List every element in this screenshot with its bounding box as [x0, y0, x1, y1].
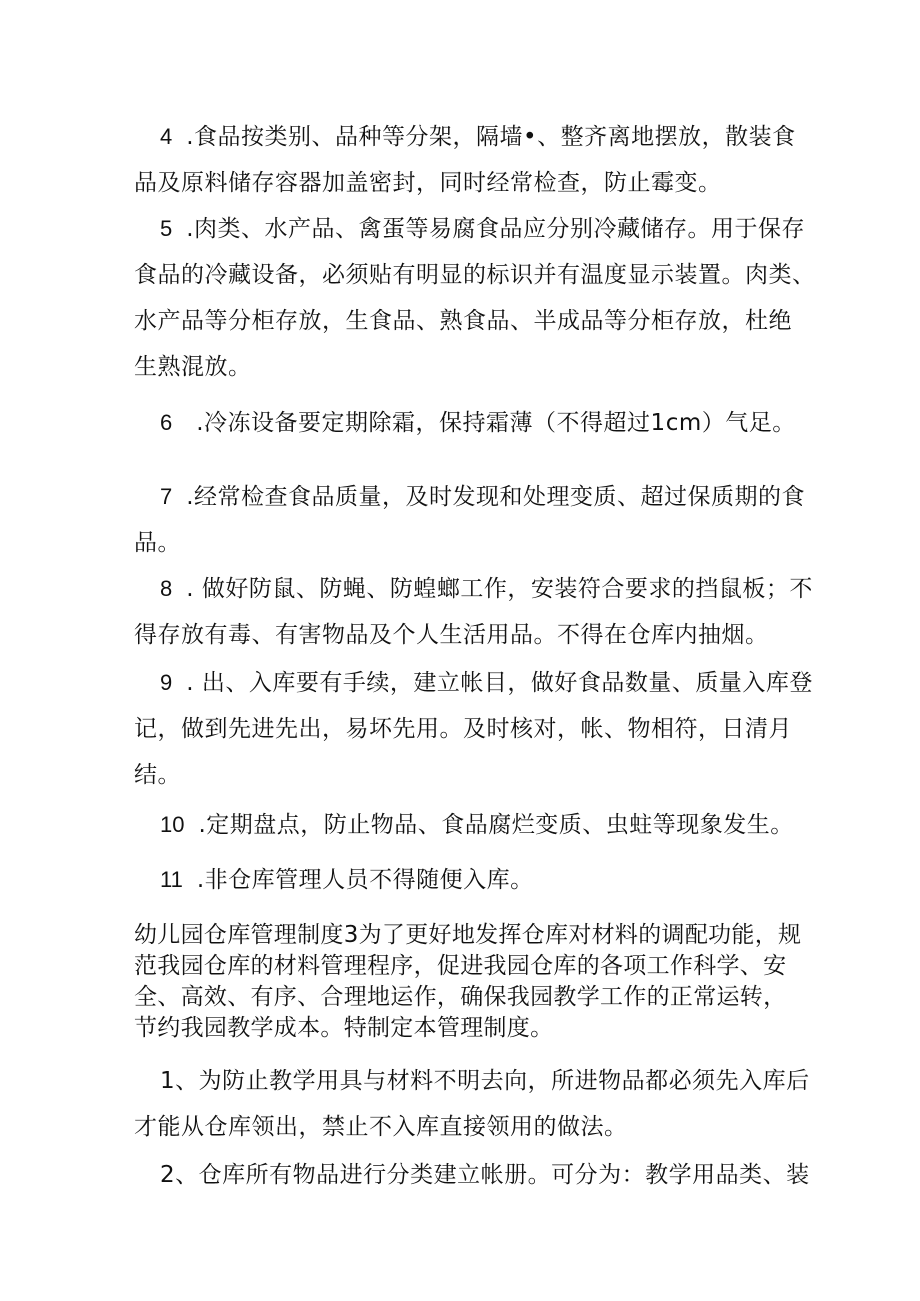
item-number: 6 [160, 410, 173, 435]
list-item-7 [134, 474, 806, 566]
intro-text-line: 幼儿园仓库管理制度3为了更好地发挥仓库对材料的调配功能，规 [134, 922, 802, 948]
item-text-line: 结。 [134, 762, 181, 788]
item-text-line: 得存放有毒、有害物品及个人生活用品。不得在仓库内抽烟。 [134, 622, 769, 648]
item-text-line: 生熟混放。 [134, 354, 252, 380]
item-text-line: . 做好防鼠、防蝇、防蝗螂工作，安装符合要求的挡鼠板；不 [186, 576, 813, 602]
item-text-line: .经常检查食品质量，及时发现和处理变质、超过保质期的食 [186, 484, 806, 510]
item-text-line: .定期盘点，防止物品、食品腐烂变质、虫蛀等现象发生。 [198, 812, 794, 838]
item-number: 10 [160, 812, 185, 837]
rule-item-1 [134, 1058, 810, 1150]
intro-text-line: 范我园仓库的材料管理程序，促进我园仓库的各项工作科学、安 [134, 953, 787, 979]
item-number: 4 [160, 124, 173, 149]
item-text-line: 品。 [134, 530, 181, 556]
item-text-line: 品及原料储存容器加盖密封，同时经常检查，防止霉变。 [134, 170, 722, 196]
item-text-line: .冷冻设备要定期除霜，保持霜薄（不得超过1cm）气足。 [196, 410, 796, 436]
item-text-line: .食品按类别、品种等分架，隔墙•、整齐离地摆放，散装食 [186, 124, 796, 150]
rule-text-line: 才能从仓库领出，禁止不入库直接领用的做法。 [134, 1114, 628, 1140]
intro-text-line: 全、高效、有序、合理地运作，确保我园教学工作的正常运转， [134, 984, 787, 1010]
item-number: 5 [160, 216, 173, 241]
list-item-9 [134, 660, 813, 798]
list-item-8 [134, 566, 813, 658]
rule-text-line: 2、仓库所有物品进行分类建立帐册。可分为：教学用品类、装 [160, 1162, 810, 1188]
rule-text-line: 1、为防止教学用具与材料不明去向，所进物品都必须先入库后 [160, 1068, 810, 1094]
item-text-line: 食品的冷藏设备，必须贴有明显的标识并有温度显示装置。肉类、 [134, 262, 816, 288]
list-item-4 [134, 114, 796, 206]
section-intro [134, 920, 814, 1044]
item-text-line: 记，做到先进先出，易坏先用。及时核对，帐、物相符，日清月 [134, 716, 792, 742]
item-number: 8 [160, 576, 173, 601]
item-text-line: .非仓库管理人员不得随便入库。 [196, 867, 534, 893]
item-number: 9 [160, 670, 173, 695]
item-text-line: . 出、入库要有手续，建立帐目，做好食品数量、质量入库登 [186, 670, 813, 696]
item-number: 7 [160, 484, 173, 509]
item-text-line: .肉类、水产品、禽蛋等易腐食品应分别冷藏储存。用于保存 [186, 216, 806, 242]
item-number: 11 [160, 867, 183, 892]
list-item-11 [134, 857, 796, 903]
intro-text-line: 节约我园教学成本。特制定本管理制度。 [134, 1015, 554, 1041]
list-item-10 [134, 802, 796, 848]
list-item-6 [134, 400, 796, 446]
list-item-5 [134, 206, 816, 390]
item-text-line: 水产品等分柜存放，生食品、熟食品、半成品等分柜存放，杜绝 [134, 308, 792, 334]
rule-item-2 [134, 1152, 810, 1198]
